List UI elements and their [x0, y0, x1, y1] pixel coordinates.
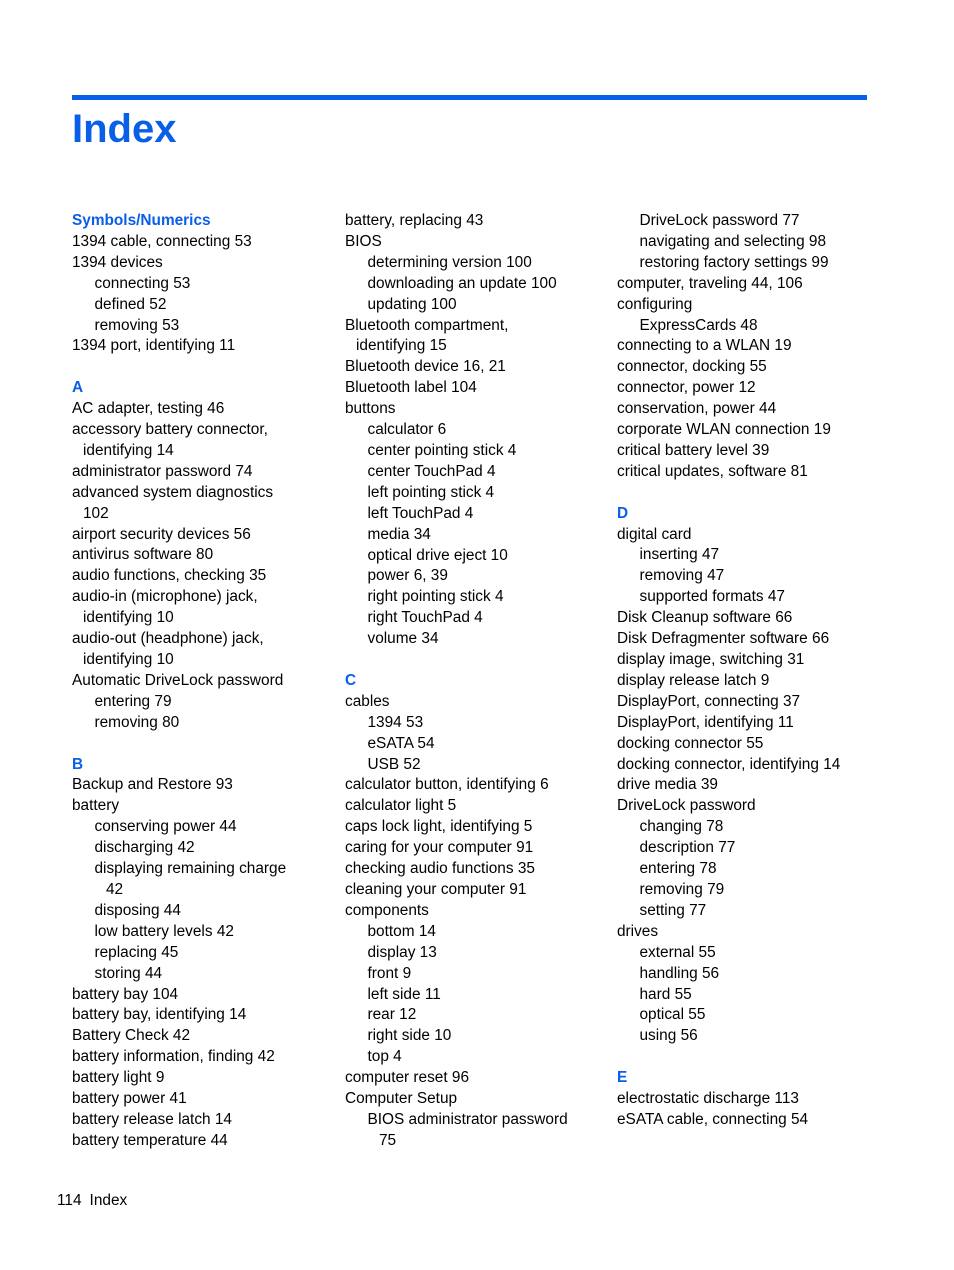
- index-entry: eSATA cable, connecting 54: [617, 1110, 809, 1128]
- index-subentry: setting 77: [639, 901, 707, 919]
- page-title: Index: [72, 107, 177, 151]
- index-entry: display image, switching 31: [617, 651, 805, 669]
- footer-page-number: 114: [57, 1192, 82, 1209]
- index-subentry: rear 12: [367, 1006, 417, 1024]
- index-entry: Disk Defragmenter software 66: [617, 630, 830, 648]
- index-entry: checking audio functions 35: [345, 860, 535, 878]
- index-entry: battery bay 104: [72, 985, 179, 1003]
- index-entry: buttons: [345, 400, 396, 418]
- index-entry: audio-out (headphone) jack,: [72, 630, 264, 648]
- index-entry-continuation: identifying 15: [356, 337, 447, 355]
- index-entry: components: [345, 901, 429, 919]
- index-letter-heading: B: [72, 755, 84, 773]
- index-subentry: left TouchPad 4: [367, 504, 474, 522]
- index-entry: configuring: [617, 295, 693, 313]
- index-subentry: ExpressCards 48: [639, 316, 758, 334]
- index-entry: AC adapter, testing 46: [72, 400, 225, 418]
- index-entry: computer reset 96: [345, 1069, 470, 1087]
- index-entry: conservation, power 44: [617, 400, 777, 418]
- section-gap: [345, 650, 595, 671]
- index-entry: cleaning your computer 91: [345, 880, 527, 898]
- index-entry: 1394 devices: [72, 253, 163, 271]
- index-subentry: disposing 44: [94, 901, 181, 919]
- index-entry: connecting to a WLAN 19: [617, 337, 792, 355]
- index-subentry: center TouchPad 4: [367, 462, 496, 480]
- index-entry-continuation: 102: [83, 504, 109, 522]
- index-entry: audio-in (microphone) jack,: [72, 588, 258, 606]
- index-subentry: eSATA 54: [367, 734, 435, 752]
- index-subentry: removing 47: [639, 567, 725, 585]
- index-subentry: removing 53: [94, 316, 180, 334]
- index-entry: Backup and Restore 93: [72, 776, 233, 794]
- index-subentry: external 55: [639, 943, 716, 961]
- index-subentry: calculator 6: [367, 421, 447, 439]
- index-entry: connector, power 12: [617, 379, 756, 397]
- index-subentry: optical drive eject 10: [367, 546, 508, 564]
- index-entry: battery information, finding 42: [72, 1048, 275, 1066]
- index-entry: audio functions, checking 35: [72, 567, 267, 585]
- index-letter-heading: D: [617, 504, 629, 522]
- index-letter-heading: A: [72, 379, 84, 397]
- index-subentry: description 77: [639, 839, 736, 857]
- index-subentry: changing 78: [639, 818, 724, 836]
- index-entry-continuation: identifying 10: [83, 609, 174, 627]
- index-entry: Automatic DriveLock password: [72, 671, 284, 689]
- index-subentry: entering 79: [94, 692, 172, 710]
- index-entry: battery light 9: [72, 1069, 165, 1087]
- index-subentry: right pointing stick 4: [367, 588, 504, 606]
- title-rule: [72, 95, 867, 100]
- index-entry: Battery Check 42: [72, 1027, 191, 1045]
- index-subentry: right TouchPad 4: [367, 609, 483, 627]
- index-entry: 1394 port, identifying 11: [72, 337, 236, 355]
- section-gap: [72, 734, 312, 755]
- index-entry: Bluetooth device 16, 21: [345, 358, 506, 376]
- index-subentry: USB 52: [367, 755, 421, 773]
- index-entry: BIOS: [345, 232, 382, 250]
- section-gap: [617, 1047, 877, 1068]
- index-entry: antivirus software 80: [72, 546, 214, 564]
- index-entry: connector, docking 55: [617, 358, 767, 376]
- index-subentry: power 6, 39: [367, 567, 448, 585]
- index-entry: advanced system diagnostics: [72, 483, 274, 501]
- index-entry: Disk Cleanup software 66: [617, 609, 793, 627]
- index-entry: docking connector, identifying 14: [617, 755, 841, 773]
- index-subentry: storing 44: [94, 964, 163, 982]
- index-entry: computer, traveling 44, 106: [617, 274, 803, 292]
- index-subentry: discharging 42: [94, 839, 195, 857]
- index-letter-heading: C: [345, 671, 357, 689]
- index-entry: battery power 41: [72, 1090, 187, 1108]
- index-entry: accessory battery connector,: [72, 421, 268, 439]
- index-subentry: volume 34: [367, 630, 439, 648]
- index-entry: critical battery level 39: [617, 441, 770, 459]
- index-entry: DisplayPort, identifying 11: [617, 713, 794, 731]
- index-entry: DriveLock password: [617, 797, 756, 815]
- index-entry: drives: [617, 922, 659, 940]
- index-entry-continuation: identifying 14: [83, 441, 174, 459]
- index-subentry: defined 52: [94, 295, 167, 313]
- index-entry: calculator light 5: [345, 797, 457, 815]
- index-subentry: conserving power 44: [94, 818, 237, 836]
- index-entry: DisplayPort, connecting 37: [617, 692, 801, 710]
- index-entry: administrator password 74: [72, 462, 253, 480]
- index-entry: caps lock light, identifying 5: [345, 818, 533, 836]
- index-subentry: left pointing stick 4: [367, 483, 495, 501]
- index-subentry: removing 79: [639, 880, 725, 898]
- index-entry: airport security devices 56: [72, 525, 251, 543]
- index-entry: display release latch 9: [617, 671, 770, 689]
- index-column-2: [345, 211, 595, 1152]
- index-subentry: optical 55: [639, 1006, 706, 1024]
- index-subentry: replacing 45: [94, 943, 179, 961]
- index-subentry: display 13: [367, 943, 437, 961]
- index-subentry: restoring factory settings 99: [639, 253, 829, 271]
- index-subentry: supported formats 47: [639, 588, 785, 606]
- section-gap: [72, 357, 312, 378]
- index-subentry: right side 10: [367, 1027, 452, 1045]
- index-subentry: removing 80: [94, 713, 180, 731]
- index-entry: battery temperature 44: [72, 1131, 228, 1149]
- index-letter-heading: E: [617, 1069, 628, 1087]
- index-entry: battery, replacing 43: [345, 212, 484, 229]
- section-gap: [617, 483, 877, 504]
- index-entry: Bluetooth compartment,: [345, 316, 509, 334]
- index-subentry: media 34: [367, 525, 431, 543]
- index-entry: Bluetooth label 104: [345, 379, 477, 397]
- index-subentry: navigating and selecting 98: [639, 232, 827, 250]
- index-entry: battery release latch 14: [72, 1110, 232, 1128]
- index-subentry: using 56: [639, 1027, 698, 1045]
- index-subentry: bottom 14: [367, 922, 436, 940]
- index-subentry: inserting 47: [639, 546, 720, 564]
- index-entry: Computer Setup: [345, 1090, 458, 1108]
- index-column-3: [617, 211, 877, 1131]
- index-subentry: 1394 53: [367, 713, 424, 731]
- index-subentry: connecting 53: [94, 274, 191, 292]
- index-entry: calculator button, identifying 6: [345, 776, 549, 794]
- index-subentry: entering 78: [639, 860, 717, 878]
- footer-label: Index: [89, 1192, 128, 1209]
- index-entry: cables: [345, 692, 390, 710]
- index-subentry: DriveLock password 77: [639, 212, 800, 229]
- index-subentry: low battery levels 42: [94, 922, 234, 940]
- index-subentry-continuation: 42: [106, 880, 124, 898]
- index-entry: 1394 cable, connecting 53: [72, 232, 252, 250]
- index-subentry-continuation: 75: [379, 1131, 397, 1149]
- index-subentry: top 4: [367, 1048, 402, 1066]
- index-subentry: downloading an update 100: [367, 274, 557, 292]
- index-entry: corporate WLAN connection 19: [617, 421, 831, 439]
- index-entry: caring for your computer 91: [345, 839, 534, 857]
- index-entry: battery bay, identifying 14: [72, 1006, 247, 1024]
- index-subentry: updating 100: [367, 295, 457, 313]
- index-subentry: displaying remaining charge: [94, 860, 287, 878]
- index-entry: docking connector 55: [617, 734, 764, 752]
- index-subentry: handling 56: [639, 964, 720, 982]
- index-letter-heading: Symbols/Numerics: [72, 212, 211, 229]
- index-subentry: front 9: [367, 964, 412, 982]
- index-entry: electrostatic discharge 113: [617, 1090, 799, 1108]
- index-entry: digital card: [617, 525, 692, 543]
- index-subentry: determining version 100: [367, 253, 532, 271]
- index-column-1: [72, 211, 312, 1152]
- index-entry: battery: [72, 797, 120, 815]
- page-footer: [57, 1191, 127, 1211]
- index-entry-continuation: identifying 10: [83, 651, 174, 669]
- index-entry: drive media 39: [617, 776, 718, 794]
- index-subentry: BIOS administrator password: [367, 1110, 568, 1128]
- index-subentry: left side 11: [367, 985, 441, 1003]
- index-subentry: hard 55: [639, 985, 692, 1003]
- index-subentry: center pointing stick 4: [367, 441, 517, 459]
- index-entry: critical updates, software 81: [617, 462, 808, 480]
